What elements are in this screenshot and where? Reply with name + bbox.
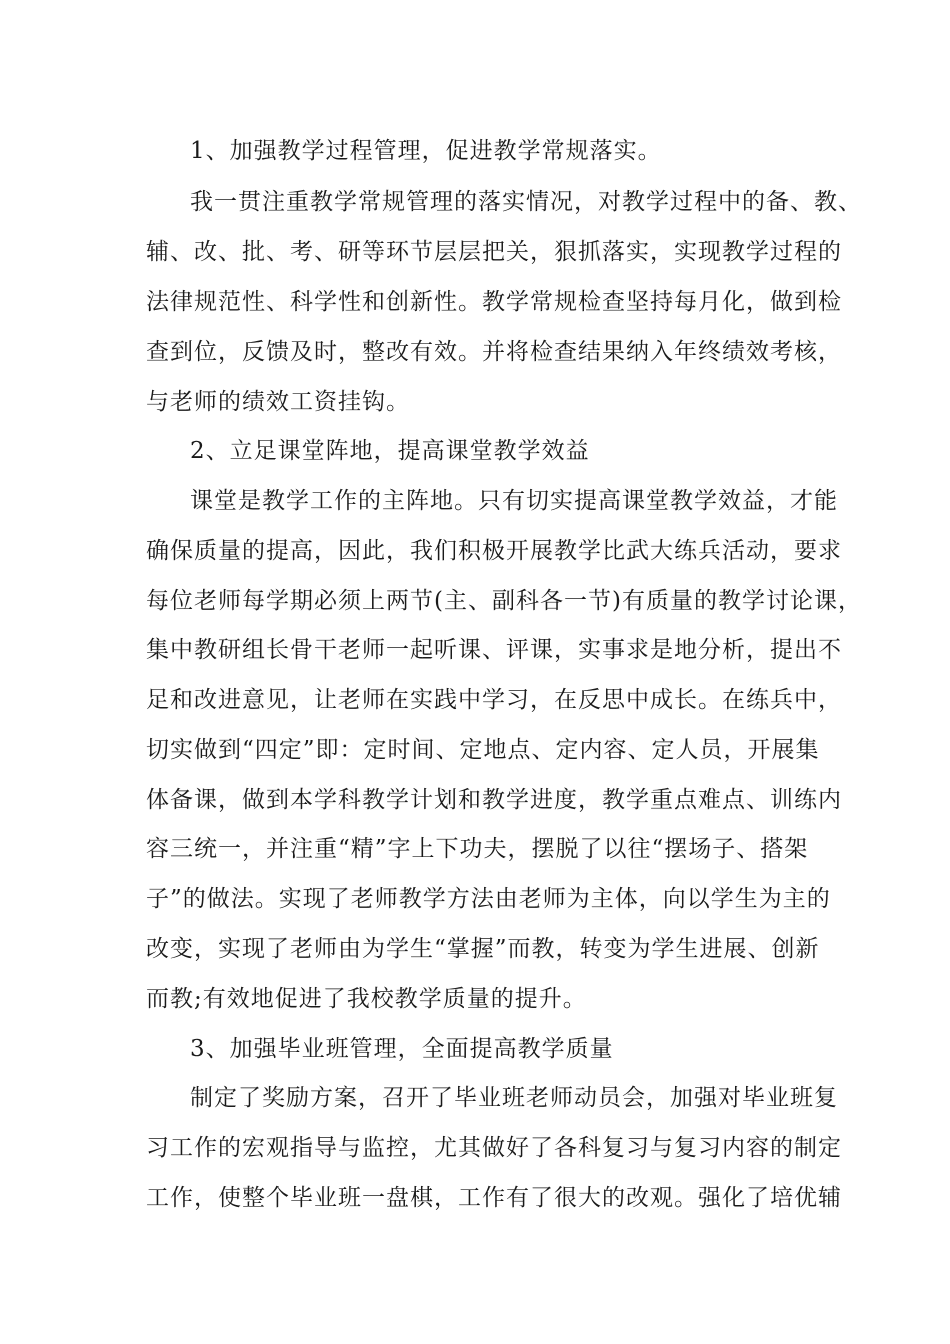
paragraph-line: 工作，使整个毕业班一盘棋，工作有了很大的改观。强化了培优辅 bbox=[146, 1185, 842, 1211]
paragraph-line: 查到位，反馈及时，整改有效。并将检查结果纳入年终绩效考核， bbox=[146, 339, 842, 365]
paragraph-line: 集中教研组长骨干老师一起听课、评课，实事求是地分析，提出不 bbox=[146, 637, 842, 663]
paragraph-line: 体备课，做到本学科教学计划和教学进度，教学重点难点、训练内 bbox=[146, 787, 842, 813]
paragraph-line: 子”的做法。实现了老师教学方法由老师为主体，向以学生为主的 bbox=[146, 886, 831, 912]
section-heading-1: 1、加强教学过程管理，促进教学常规落实。 bbox=[190, 138, 662, 164]
paragraph-line: 而教;有效地促进了我校教学质量的提升。 bbox=[146, 986, 587, 1012]
section-heading-2: 2、立足课堂阵地，提高课堂教学效益 bbox=[190, 438, 590, 464]
paragraph-line: 我一贯注重教学常规管理的落实情况，对教学过程中的备、教、 bbox=[190, 189, 862, 215]
paragraph-line: 习工作的宏观指导与监控，尤其做好了各科复习与复习内容的制定 bbox=[146, 1135, 842, 1161]
paragraph-line: 足和改进意见，让老师在实践中学习，在反思中成长。在练兵中， bbox=[146, 687, 842, 713]
paragraph-line: 容三统一，并注重“精”字上下功夫，摆脱了以往“摆场子、搭架 bbox=[146, 836, 809, 862]
paragraph-line: 与老师的绩效工资挂钩。 bbox=[146, 389, 410, 415]
paragraph-line: 切实做到“四定”即：定时间、定地点、定内容、定人员，开展集 bbox=[146, 737, 820, 763]
paragraph-line: 制定了奖励方案，召开了毕业班老师动员会，加强对毕业班复 bbox=[190, 1085, 838, 1111]
paragraph-line: 课堂是教学工作的主阵地。只有切实提高课堂教学效益，才能 bbox=[190, 488, 838, 514]
paragraph-line: 法律规范性、科学性和创新性。教学常规检查坚持每月化，做到检 bbox=[146, 289, 842, 315]
paragraph-line: 确保质量的提高，因此，我们积极开展教学比武大练兵活动，要求 bbox=[146, 538, 842, 564]
section-heading-3: 3、加强毕业班管理，全面提高教学质量 bbox=[190, 1036, 614, 1062]
paragraph-line: 改变，实现了老师由为学生“掌握”而教，转变为学生进展、创新 bbox=[146, 936, 820, 962]
paragraph-line: 每位老师每学期必须上两节(主、副科各一节)有质量的教学讨论课， bbox=[146, 588, 862, 614]
paragraph-line: 辅、改、批、考、研等环节层层把关，狠抓落实，实现教学过程的 bbox=[146, 239, 842, 265]
